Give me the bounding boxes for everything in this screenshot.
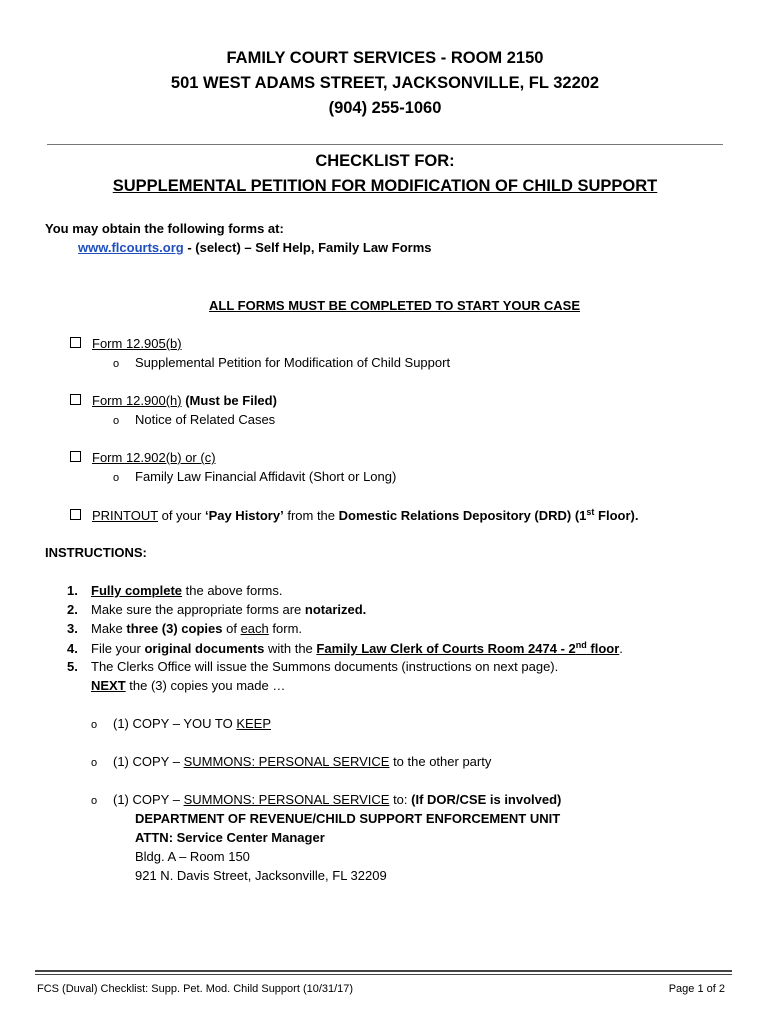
copy-condition: (If DOR/CSE is involved) xyxy=(411,792,562,807)
obtain-line xyxy=(78,240,432,255)
form-link[interactable]: Form 12.905(b) xyxy=(92,336,182,351)
step-text: form. xyxy=(268,621,303,636)
superscript: nd xyxy=(575,640,587,650)
checklist-item-desc xyxy=(113,469,396,484)
copy-text: SUMMONS: PERSONAL SERVICE xyxy=(183,792,390,807)
step-text: File your xyxy=(91,641,145,656)
step-number: 5. xyxy=(67,659,78,674)
copy-text: to: xyxy=(389,792,412,807)
step-text: floor xyxy=(586,641,620,656)
form-description: Notice of Related Cases xyxy=(135,412,276,427)
bullet-circle-icon: o xyxy=(113,415,120,427)
checkbox[interactable] xyxy=(70,451,81,462)
instruction-5 xyxy=(67,659,558,674)
checkbox[interactable] xyxy=(70,509,81,520)
step-text: notarized. xyxy=(304,602,367,617)
bullet-circle-icon: o xyxy=(91,757,98,769)
footer-divider xyxy=(35,970,732,972)
copy-text: (1) COPY – YOU TO xyxy=(113,716,237,731)
printout-text: of your xyxy=(157,508,205,523)
step-number: 1. xyxy=(67,583,78,598)
copy-text: SUMMONS: PERSONAL SERVICE xyxy=(183,754,390,769)
flcourts-link[interactable]: www.flcourts.org xyxy=(78,240,184,255)
copy-text: (1) COPY – xyxy=(113,792,184,807)
bullet-circle-icon: o xyxy=(113,472,120,484)
step-text: Family Law Clerk of Courts Room 2474 - 2 xyxy=(316,641,576,656)
address-attn: ATTN: Service Center Manager xyxy=(135,830,325,845)
must-be-filed-note: (Must be Filed) xyxy=(185,393,277,408)
address-street: 921 N. Davis Street, Jacksonville, FL 32209 xyxy=(135,868,387,883)
instruction-4 xyxy=(67,640,623,656)
checklist-item-printout xyxy=(70,507,638,523)
step-number: 2. xyxy=(67,602,78,617)
instructions-heading: INSTRUCTIONS: xyxy=(45,545,147,560)
checklist-title: CHECKLIST FOR: xyxy=(315,152,455,170)
step-text: the (3) copies you made … xyxy=(125,678,286,693)
address-department: DEPARTMENT OF REVENUE/CHILD SUPPORT ENFORCEMENT UNIT xyxy=(135,811,561,826)
checklist-item-desc xyxy=(113,355,450,370)
petition-title xyxy=(0,177,770,196)
step-text: . xyxy=(619,641,623,656)
step-text: of xyxy=(222,621,241,636)
form-link[interactable]: Form 12.900(h) xyxy=(92,393,182,408)
checklist-item-form-12-900h xyxy=(70,393,277,408)
form-description: Supplemental Petition for Modification of Child Support xyxy=(135,355,451,370)
office-name: FAMILY COURT SERVICES - ROOM 2150 xyxy=(226,49,544,67)
checklist-item-desc xyxy=(113,412,275,427)
obtain-rest: - (select) – Self Help, Family Law Forms xyxy=(183,240,432,255)
superscript: st xyxy=(586,507,595,517)
step-text: with the xyxy=(264,641,317,656)
drd-location: Domestic Relations Depository (DRD) (1 xyxy=(338,508,587,523)
next-word: NEXT xyxy=(91,678,126,693)
instruction-3 xyxy=(67,621,302,636)
footer-divider-thin xyxy=(35,974,732,975)
instruction-1 xyxy=(67,583,282,598)
step-text: each xyxy=(240,621,269,636)
copy-dor-cse xyxy=(91,792,561,807)
copy-other-party xyxy=(91,754,491,769)
step-text: Fully complete xyxy=(91,583,183,598)
copy-text: KEEP xyxy=(236,716,271,731)
step-text: Make sure the appropriate forms are xyxy=(91,602,305,617)
obtain-intro: You may obtain the following forms at: xyxy=(45,221,284,236)
completion-notice: ALL FORMS MUST BE COMPLETED TO START YOUR CASE xyxy=(209,298,580,313)
printout-word: PRINTOUT xyxy=(92,508,158,523)
petition-title-text: SUPPLEMENTAL PETITION FOR MODIFICATION OF CHILD SUPPORT xyxy=(112,177,658,195)
clerk-location xyxy=(316,641,619,656)
instruction-5-next xyxy=(91,678,285,693)
step-number: 3. xyxy=(67,621,78,636)
step-text: original documents xyxy=(144,641,265,656)
checkbox[interactable] xyxy=(70,394,81,405)
copy-keep xyxy=(91,716,271,731)
office-phone: (904) 255-1060 xyxy=(328,99,442,117)
drd-floor: Floor). xyxy=(594,508,639,523)
pay-history: ‘Pay History’ xyxy=(204,508,284,523)
form-link[interactable]: Form 12.902(b) or (c) xyxy=(92,450,216,465)
step-text: the above forms. xyxy=(182,583,283,598)
checklist-item-form-12-902 xyxy=(70,450,216,465)
copy-text: (1) COPY – xyxy=(113,754,184,769)
bullet-circle-icon: o xyxy=(91,719,98,731)
header-divider xyxy=(47,144,723,145)
step-number: 4. xyxy=(67,641,78,656)
checkbox[interactable] xyxy=(70,337,81,348)
printout-text: from the xyxy=(283,508,339,523)
copy-text: to the other party xyxy=(389,754,492,769)
step-text: Make xyxy=(91,621,127,636)
bullet-circle-icon: o xyxy=(113,358,120,370)
step-text: The Clerks Office will issue the Summons documents (instructions on next page). xyxy=(91,659,559,674)
form-description: Family Law Financial Affidavit (Short or Long) xyxy=(135,469,397,484)
bullet-circle-icon: o xyxy=(91,795,98,807)
footer-page-number: Page 1 of 2 xyxy=(668,983,725,995)
instruction-2 xyxy=(67,602,366,617)
office-address: 501 WEST ADAMS STREET, JACKSONVILLE, FL 32202 xyxy=(170,74,600,92)
step-text: three (3) copies xyxy=(126,621,223,636)
address-building: Bldg. A – Room 150 xyxy=(135,849,250,864)
footer-document-id: FCS (Duval) Checklist: Supp. Pet. Mod. Child Support (10/31/17) xyxy=(37,983,354,995)
checklist-item-form-12-905b xyxy=(70,336,182,351)
